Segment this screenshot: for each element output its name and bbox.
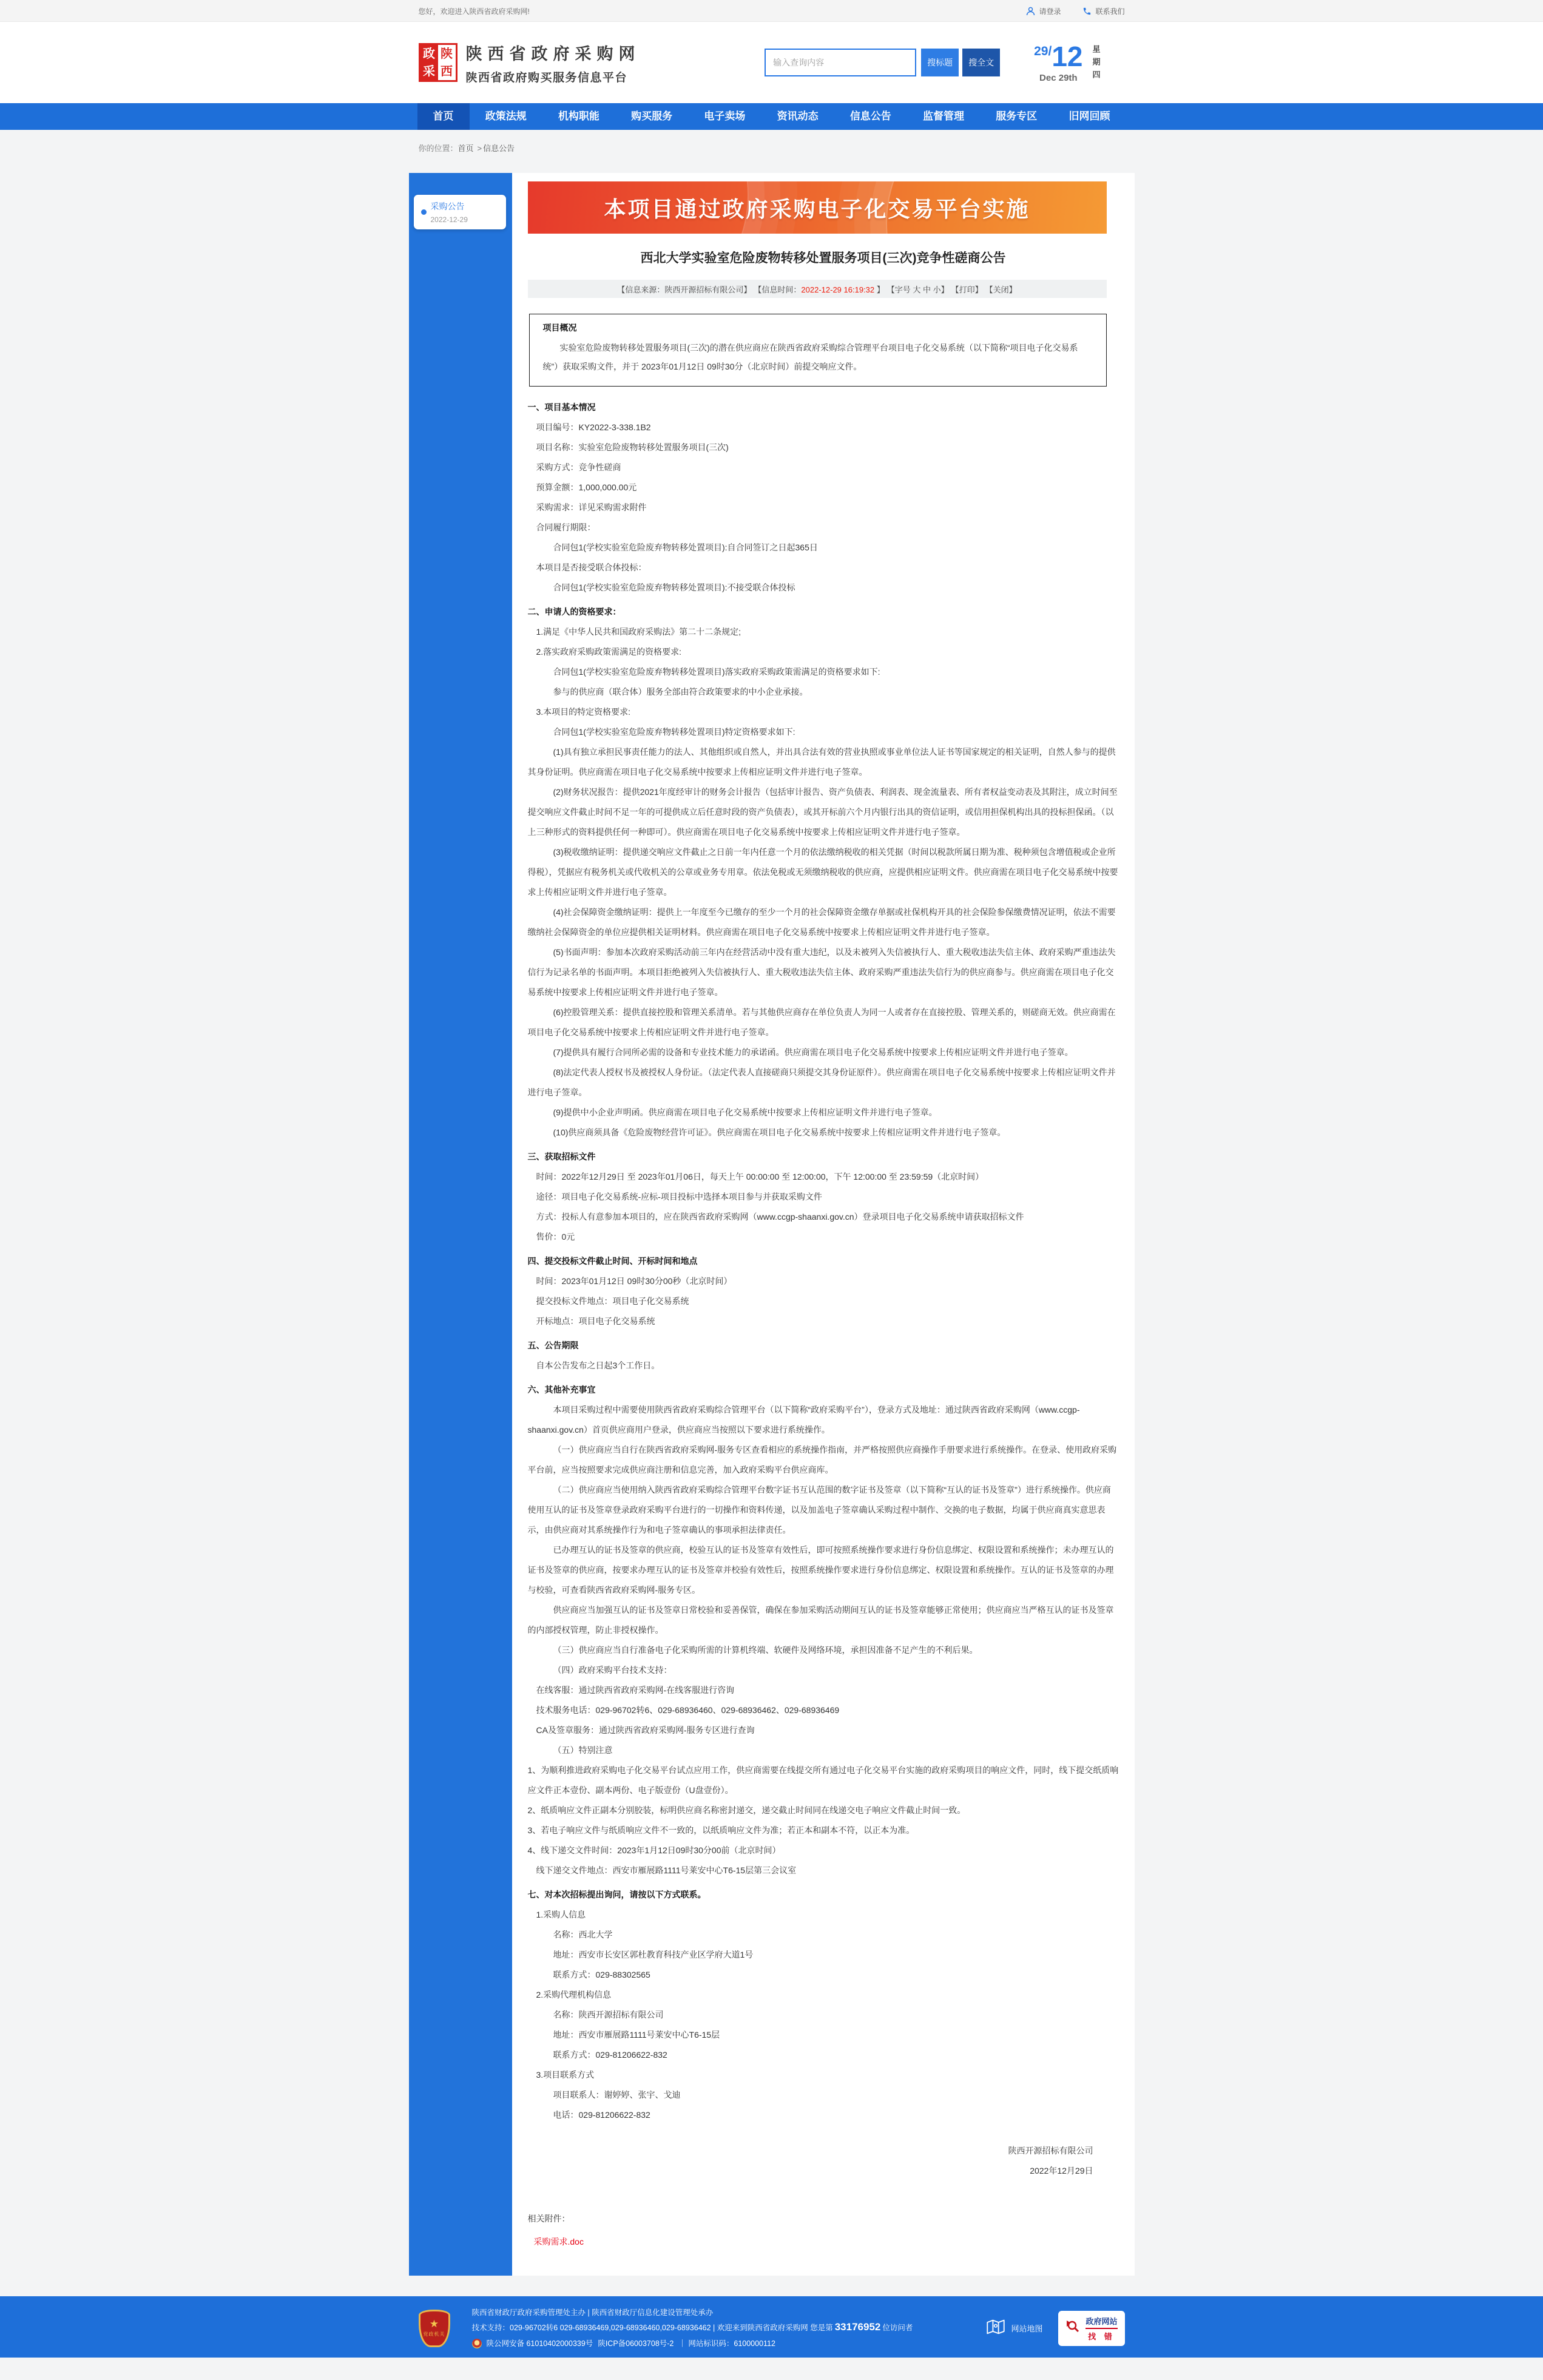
article-paragraph: 地址：西安市长安区郭杜教育科技产业区学府大道1号 bbox=[553, 1950, 754, 1959]
article-paragraph: 1、为顺利推进政府采购电子化交易平台试点应用工作，供应商需要在线提交所有通过电子化交易平台实施的政府采购项目的响应文件，同时，线下提交纸质响应文件正本壹份、副本两份、电子版壹份（U盘壹份）。 bbox=[527, 1765, 1119, 1795]
site-logo: 政 陕 采 西 bbox=[419, 43, 457, 82]
section-heading: 五、公告期限 bbox=[527, 1340, 579, 1350]
category-sidebar bbox=[409, 173, 512, 2276]
government-emblem-icon: ★ 党政机关 bbox=[419, 2310, 450, 2347]
info-time: 【信息时间：2022-12-29 16:19:32 】 bbox=[754, 285, 885, 294]
sidebar-item-procurement-notice[interactable] bbox=[414, 195, 506, 229]
article-paragraph: 1.满足《中华人民共和国政府采购法》第二十二条规定; bbox=[536, 627, 741, 637]
article-paragraph: 2.采购代理机构信息 bbox=[536, 1990, 612, 2000]
search-title-button[interactable]: 搜标题 bbox=[921, 49, 959, 76]
article-paragraph: 时间：2022年12月29日 至 2023年01月06日，每天上午 00:00:00 至 12:00:00，下午 12:00:00 至 23:59:59（北京时间） bbox=[536, 1172, 984, 1182]
article-paragraph: 在线客服：通过陕西省政府采购网-在线客服进行咨询 bbox=[536, 1685, 735, 1695]
close-button[interactable]: 【关闭】 bbox=[985, 285, 1017, 294]
nav-item-2[interactable]: 机构职能 bbox=[558, 110, 599, 122]
nav-item-9[interactable]: 旧网回顾 bbox=[1069, 110, 1110, 122]
article-paragraph: （四）政府采购平台技术支持： bbox=[553, 1665, 672, 1675]
footer-organizer-line: 陕西省财政厅政府采购管理处主办 | 陕西省财政厅信息化建设管理处承办 bbox=[471, 2308, 714, 2317]
nav-item-5[interactable]: 资讯动态 bbox=[777, 110, 819, 122]
article-paragraph: 提交投标文件地点：项目电子化交易系统 bbox=[536, 1296, 689, 1306]
article-paragraph: 本项目是否接受联合体投标： bbox=[536, 563, 647, 572]
breadcrumb bbox=[409, 130, 1135, 154]
article-paragraph: 自本公告发布之日起3个工作日。 bbox=[536, 1361, 660, 1370]
section-heading: 六、其他补充事宜 bbox=[527, 1385, 596, 1395]
article-paragraph: 合同包1(学校实验室危险废弃物转移处置项目)落实政府采购政策需满足的资格要求如下: bbox=[553, 667, 880, 677]
article-paragraph: (2)财务状况报告：提供2021年度经审计的财务会计报告（包括审计报告、资产负债表、利润表、现金流量表、所有者权益变动表及其附注，成立时间至提交响应文件截止时间不足一年的可提供成立后任意时段的资产负债表），或其开标前六个月内银行出具的资信证明，或信用担保机构出具的投标担保函。（以上三种形式的资料提供任何一种即可）。供应商需在项目电子化交易系统中按要求上传相应证明文件并进行电子签章。 bbox=[527, 787, 1118, 837]
banner-text: 本项目通过政府采购电子化交易平台实施 bbox=[604, 196, 1030, 221]
article-paragraph: 项目编号：KY2022-3-338.1B2 bbox=[536, 422, 651, 432]
section-heading: 一、项目基本情况 bbox=[527, 402, 596, 412]
article-paragraph: 合同包1(学校实验室危险废弃物转移处置项目)特定资格要求如下: bbox=[553, 727, 795, 737]
search-fulltext-button[interactable]: 搜全文 bbox=[962, 49, 1000, 76]
attachments-section bbox=[528, 2213, 1119, 2248]
footer-tech-line: 技术支持：029-96702转6 029-68936469,029-68936460,029-68936462 | 欢迎来到陕西省政府采购网 您是第 33176952 位访问者 bbox=[471, 2321, 913, 2333]
eprocurement-banner bbox=[528, 181, 1107, 234]
info-source: 【信息来源：陕西开源招标有限公司】 bbox=[617, 285, 752, 294]
icp-record-number[interactable]: 陕ICP备06003708号-2 bbox=[598, 2339, 674, 2348]
article-paragraph: 联系方式：029-81206622-832 bbox=[553, 2050, 667, 2060]
date-display bbox=[1034, 42, 1124, 83]
contact-link[interactable]: 联系我们 bbox=[1082, 6, 1124, 16]
sidebar-category-label: 采购公告 bbox=[430, 201, 465, 211]
date-weekday: 星期四 bbox=[1091, 44, 1101, 83]
nav-item-3[interactable]: 购买服务 bbox=[631, 110, 673, 122]
overview-heading: 项目概况 bbox=[542, 323, 577, 333]
nav-item-0[interactable]: 首页 bbox=[417, 103, 470, 130]
article-paragraph: CA及签章服务：通过陕西省政府采购网-服务专区进行查询 bbox=[536, 1725, 755, 1735]
site-header bbox=[0, 22, 1543, 103]
site-code: ｜ 网站标识码：6100000112 bbox=[678, 2339, 775, 2348]
article-paragraph: (1)具有独立承担民事责任能力的法人、其他组织或自然人，并出具合法有效的营业执照或事业单位法人证书等国家规定的相关证明，自然人参与的提供其身份证明。供应商需在项目电子化交易系统中按要求上传相应证明文件并进行电子签章。 bbox=[527, 747, 1116, 777]
bullet-dot-icon bbox=[421, 209, 427, 215]
section-heading: 四、提交投标文件截止时间、开标时间和地点 bbox=[527, 1256, 698, 1266]
top-utility-bar bbox=[0, 0, 1543, 22]
breadcrumb-current: 信息公告 bbox=[483, 144, 515, 153]
article-panel bbox=[512, 173, 1135, 2276]
article-paragraph: (5)书面声明：参加本次政府采购活动前三年内在经营活动中没有重大违纪，以及未被列入失信被执行人、重大税收违法失信主体、政府采购严重违法失信行为记录名单的书面声明。本项目拒绝被列入失信被执行人、重大税收违法失信主体、政府采购严重违法失信行为的供应商参与。供应商需在项目电子化交易系统中按要求上传相应证明文件并进行电子签章。 bbox=[527, 947, 1116, 997]
footer-record-line bbox=[472, 2337, 913, 2350]
article-paragraph: 供应商应当加强互认的证书及签章日常校验和妥善保管，确保在参加采购活动期间互认的证书及签章能够正常使用；供应商应当严格互认的证书及签章的内部授权管理，防止非授权操作。 bbox=[527, 1605, 1114, 1635]
police-record-number[interactable]: 陕公网安备 61010402000339号 bbox=[486, 2339, 593, 2348]
login-link[interactable]: 请登录 bbox=[1026, 6, 1061, 16]
article-paragraph: (8)法定代表人授权书及被授权人身份证。（法定代表人直接磋商只须提交其身份证原件）。供应商需在项目电子化交易系统中按要求上传相应证明文件并进行电子签章。 bbox=[527, 1067, 1116, 1097]
article-paragraph: 地址：西安市雁展路1111号莱安中心T6-15层 bbox=[553, 2030, 720, 2040]
print-button[interactable]: 【打印】 bbox=[951, 285, 983, 294]
nav-item-7[interactable]: 监督管理 bbox=[923, 110, 965, 122]
date-day: 29/ bbox=[1034, 44, 1052, 58]
article-paragraph: 3、若电子响应文件与纸质响应文件不一致的，以纸质响应文件为准；若正本和副本不符，以正本为准。 bbox=[527, 1825, 915, 1835]
nav-item-6[interactable]: 信息公告 bbox=[849, 110, 891, 122]
signature-block bbox=[528, 2141, 1119, 2181]
section-heading: 七、对本次招标提出询问，请按以下方式联系。 bbox=[527, 1890, 706, 1899]
section-heading: 三、获取招标文件 bbox=[527, 1152, 596, 1161]
article-paragraph: （二）供应商应当使用纳入陕西省政府采购综合管理平台数字证书互认范围的数字证书及签章（以下简称“互认的证书及签章”）进行系统操作。供应商使用互认的证书及签章登录政府采购平台进行的一切操作和资料传递，以及加盖电子签章确认采购过程中制作、交换的电子数据，均属于供应商真实意思表示，由供应商对其系统操作行为和电子签章确认的事项承担法律责任。 bbox=[527, 1485, 1111, 1535]
article-paragraph: 时间：2023年01月12日 09时30分00秒（北京时间） bbox=[536, 1276, 732, 1286]
article-paragraph: （一）供应商应当自行在陕西省政府采购网-服务专区查看相应的系统操作指南，并严格按照供应商操作手册要求进行系统操作。在登录、使用政府采购平台前，应当按照要求完成供应商注册和信息完善，加入政府采购平台供应商库。 bbox=[527, 1445, 1117, 1475]
project-overview-box bbox=[529, 314, 1107, 387]
article-paragraph: 途径：项目电子化交易系统-应标-项目投标中选择本项目参与并获取采购文件 bbox=[536, 1192, 822, 1202]
article-paragraph: 技术服务电话：029-96702转6、029-68936460、029-68936462、029-68936469 bbox=[536, 1705, 840, 1715]
visitor-count: 33176952 bbox=[834, 2321, 881, 2333]
article-paragraph: 合同履行期限： bbox=[536, 522, 596, 532]
article-paragraph: （三）供应商应当自行准备电子化采购所需的计算机终端、软硬件及网络环境，承担因准备不足产生的不利后果。 bbox=[553, 1645, 978, 1655]
website-error-report-badge[interactable]: 政府网站 找 错 bbox=[1058, 2311, 1124, 2346]
article-paragraph: 名称：陕西开源招标有限公司 bbox=[553, 2010, 664, 2020]
article-paragraph: (10)供应商须具备《危险废物经营许可证》。供应商需在项目电子化交易系统中按要求上传相应证明文件并进行电子签章。 bbox=[553, 1127, 1006, 1137]
nav-item-4[interactable]: 电子卖场 bbox=[704, 110, 746, 122]
article-paragraph: 采购方式：竞争性磋商 bbox=[536, 462, 621, 472]
nav-item-1[interactable]: 政策法规 bbox=[485, 110, 527, 122]
article-paragraph: (6)控股管理关系：提供直接控股和管理关系清单。若与其他供应商存在单位负责人为同一人或者存在直接控股、管理关系的，则磋商无效。供应商需在项目电子化交易系统中按要求上传相应证明文件并进行电子签章。 bbox=[527, 1007, 1116, 1037]
welcome-text: 您好，欢迎进入陕西省政府采购网! bbox=[418, 7, 530, 16]
article-paragraph: 项目联系人：谢婷婷、张宇、戈迪 bbox=[553, 2090, 681, 2100]
breadcrumb-label: 你的位置： bbox=[418, 144, 458, 153]
search-input[interactable] bbox=[765, 49, 916, 76]
article-paragraph: 4、线下递交文件时间：2023年1月12日09时30分00前（北京时间） bbox=[527, 1845, 781, 1855]
breadcrumb-separator: > bbox=[477, 144, 482, 153]
site-footer bbox=[0, 2296, 1543, 2358]
article-paragraph: 项目名称：实验室危险废物转移处置服务项目(三次) bbox=[536, 442, 729, 452]
article-paragraph: 2.落实政府采购政策需满足的资格要求: bbox=[536, 647, 682, 657]
breadcrumb-home-link[interactable]: 首页 bbox=[457, 144, 474, 153]
sitemap-link[interactable]: 网站地图 bbox=[986, 2319, 1042, 2338]
overview-text: 实验室危险废物转移处置服务项目(三次)的潜在供应商应在陕西省政府采购综合管理平台项目电子化交易系统（以下简称“项目电子化交易系统”）获取采购文件，并于 2023年01月12日 09时30分（北京时间）前提交响应文件。 bbox=[542, 343, 1078, 371]
article-paragraph: 联系方式：029-88302565 bbox=[553, 1970, 650, 1979]
attachment-link[interactable]: 采购需求.doc bbox=[533, 2237, 584, 2246]
article-paragraph: 售价：0元 bbox=[536, 1232, 575, 1242]
article-paragraph: (7)提供具有履行合同所必需的设备和专业技术能力的承诺函。供应商需在项目电子化交易系统中按要求上传相应证明文件并进行电子签章。 bbox=[553, 1047, 1073, 1057]
signature-org: 陕西开源招标有限公司 bbox=[1008, 2146, 1093, 2155]
site-name: 陕西省政府采购网 bbox=[465, 44, 641, 63]
article-paragraph: (9)提供中小企业声明函。供应商需在项目电子化交易系统中按要求上传相应证明文件并进行电子签章。 bbox=[553, 1107, 937, 1117]
date-english: Dec 29th bbox=[1039, 72, 1078, 83]
signature-date: 2022年12月29日 bbox=[1030, 2166, 1093, 2175]
article-paragraph: 本项目采购过程中需要使用陕西省政府采购综合管理平台（以下简称“政府采购平台”），登录方式及地址：通过陕西省政府采购网（www.ccgp-shaanxi.gov.cn）首页供应商用户登录，供应商应当按照以下要求进行系统操作。 bbox=[527, 1405, 1080, 1435]
main-nav bbox=[0, 103, 1543, 130]
date-month: 12 bbox=[1052, 40, 1083, 72]
phone-icon bbox=[1082, 7, 1092, 16]
article-paragraph: 合同包1(学校实验室危险废弃物转移处置项目):自合同签订之日起365日 bbox=[553, 543, 818, 552]
section-heading: 二、申请人的资格要求： bbox=[527, 607, 621, 617]
article-paragraph: 合同包1(学校实验室危险废弃物转移处置项目):不接受联合体投标 bbox=[553, 583, 795, 592]
info-time-value: 2022-12-29 16:19:32 bbox=[801, 285, 875, 294]
article-body bbox=[528, 397, 1119, 2125]
search-bar bbox=[765, 49, 1000, 76]
article-paragraph: 参与的供应商（联合体）服务全部由符合政策要求的中小企业承接。 bbox=[553, 687, 808, 697]
site-subtitle: 陕西省政府购买服务信息平台 bbox=[465, 71, 628, 84]
article-paragraph: 1.采购人信息 bbox=[536, 1910, 586, 1919]
article-paragraph: 3.本项目的特定资格要求: bbox=[536, 707, 631, 717]
article-paragraph: 采购需求：详见采购需求附件 bbox=[536, 502, 647, 512]
article-paragraph: 预算金额：1,000,000.00元 bbox=[536, 482, 637, 492]
article-paragraph: 已办理互认的证书及签章的供应商，校验互认的证书及签章有效性后，即可按照系统操作要求进行身份信息绑定、权限设置和系统操作；未办理互认的证书及签章的供应商，按要求办理互认的证书及签章并校验有效性后，按照系统操作要求进行身份信息绑定、权限设置和系统操作。互认的证书及签章的办理与校验，可查看陕西省政府采购网-服务专区。 bbox=[527, 1545, 1114, 1595]
police-badge-icon bbox=[472, 2339, 482, 2348]
map-icon bbox=[986, 2319, 1005, 2338]
magnifier-icon bbox=[1065, 2319, 1080, 2337]
article-paragraph: 电话：029-81206622-832 bbox=[553, 2110, 650, 2120]
bottom-strip bbox=[0, 2358, 1543, 2380]
article-paragraph: 2、纸质响应文件正副本分别胶装，标明供应商名称密封递交，递交截止时间同在线递交电子响应文件截止时间一致。 bbox=[527, 1805, 966, 1815]
article-meta-bar bbox=[528, 280, 1107, 298]
nav-item-8[interactable]: 服务专区 bbox=[996, 110, 1038, 122]
attachments-label: 相关附件： bbox=[527, 2214, 570, 2223]
article-paragraph: (4)社会保障资金缴纳证明：提供上一年度至今已缴存的至少一个月的社会保障资金缴存单据或社保机构开具的社会保险参保缴费情况证明，依法不需要缴纳社会保障资金的单位应提供相关证明材料。供应商需在项目电子化交易系统中按要求上传相应证明文件并进行电子签章。 bbox=[527, 907, 1116, 937]
article-paragraph: 线下递交文件地点：西安市雁展路1111号莱安中心T6-15层第三会议室 bbox=[536, 1865, 797, 1875]
article-paragraph: 名称：西北大学 bbox=[553, 1930, 613, 1939]
article-paragraph: 开标地点：项目电子化交易系统 bbox=[536, 1316, 655, 1326]
user-icon bbox=[1026, 7, 1035, 16]
fontsize-control[interactable]: 【字号 大 中 小】 bbox=[886, 285, 949, 294]
sidebar-category-date: 2022-12-29 bbox=[430, 215, 468, 224]
article-paragraph: （五）特别注意 bbox=[553, 1745, 613, 1755]
page-title: 西北大学实验室危险废物转移处置服务项目(三次)竞争性磋商公告 bbox=[640, 251, 1006, 265]
article-paragraph: 方式：投标人有意参加本项目的，应在陕西省政府采购网（www.ccgp-shaanxi.gov.cn）登录项目电子化交易系统申请获取招标文件 bbox=[536, 1212, 1024, 1222]
article-paragraph: (3)税收缴纳证明：提供递交响应文件截止之日前一年内任意一个月的依法缴纳税收的相关凭据（时间以税款所属日期为准、税种须包含增值税或企业所得税），凭据应有税务机关或代收机关的公章或业务专用章。依法免税或无须缴纳税收的供应商，应提供相应证明文件。供应商需在项目电子化交易系统中按要求上传相应证明文件并进行电子签章。 bbox=[527, 847, 1118, 897]
article-paragraph: 3.项目联系方式 bbox=[536, 2070, 595, 2080]
